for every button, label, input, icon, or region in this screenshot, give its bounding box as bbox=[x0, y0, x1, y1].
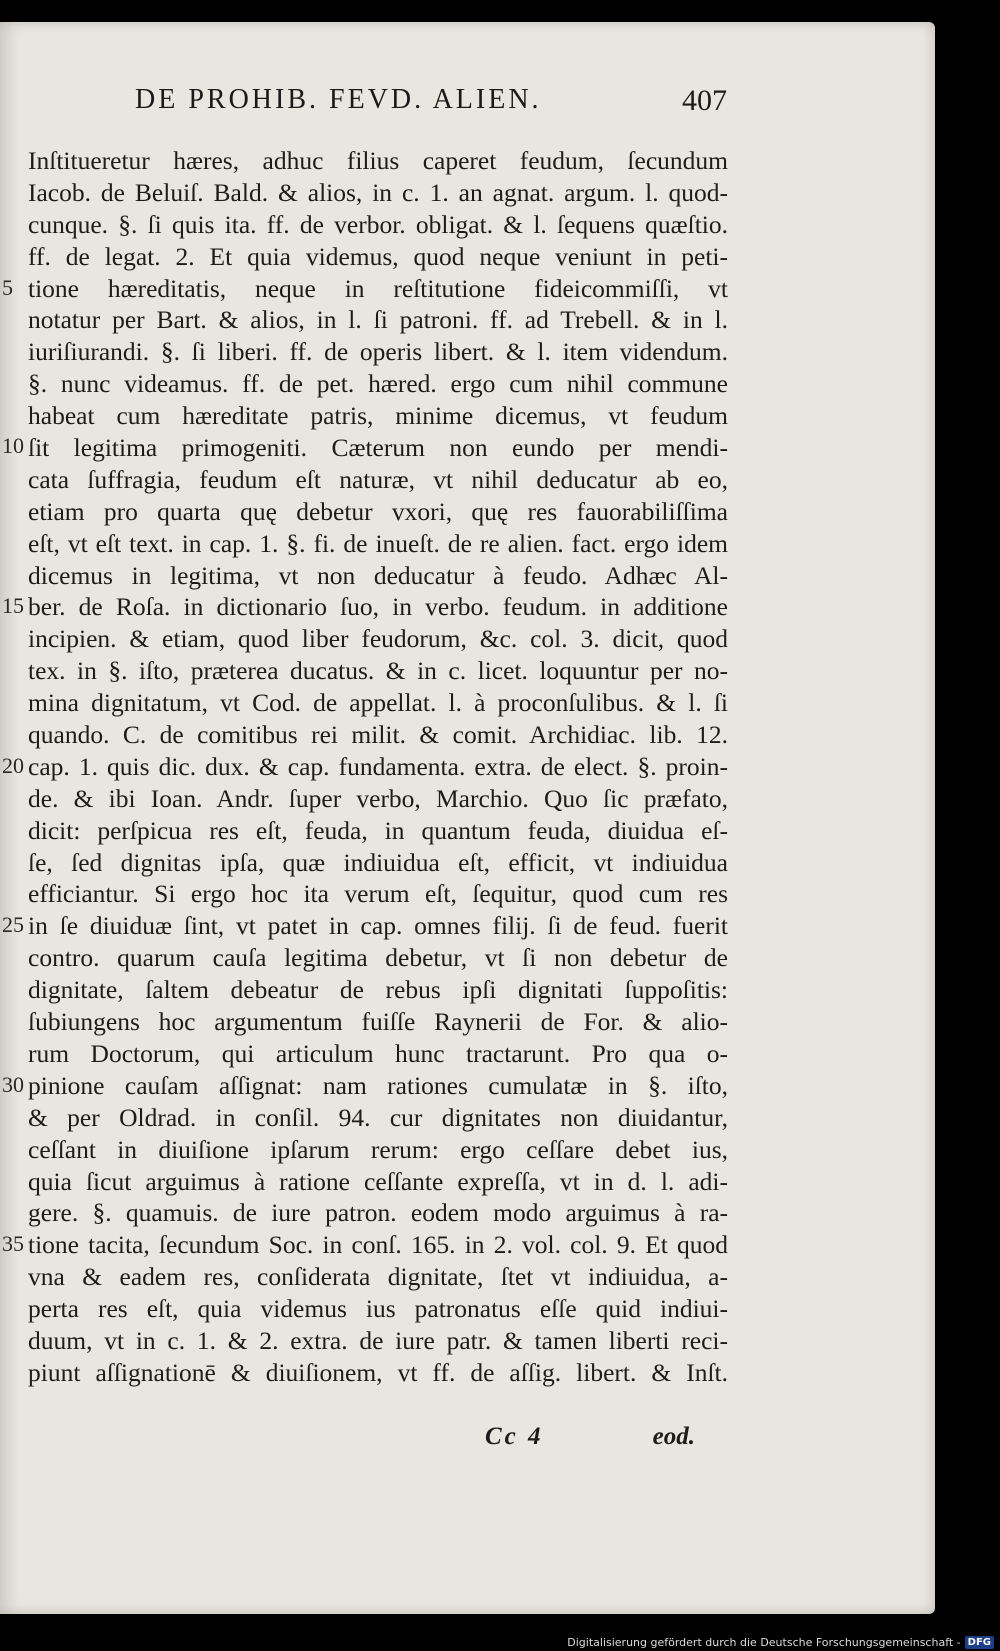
text-line: duum, vt in c. 1. & 2. extra. de iure patr. & tamen liberti reci- bbox=[28, 1325, 728, 1355]
line-number-35: 35 bbox=[2, 1231, 24, 1256]
text-line: efficiantur. Si ergo hoc ita verum eſt, ſequitur, quod cum res bbox=[28, 879, 728, 909]
text-line: cata ſuffragia, feudum eſt naturæ, vt nihil deducatur ab eo, bbox=[28, 464, 728, 494]
text-line: notatur per Bart. & alios, in l. ſi patroni. ff. ad Trebell. & in l. bbox=[28, 305, 728, 335]
text-line: etiam pro quarta quę debetur vxori, quę res fauorabiliſſima bbox=[28, 496, 728, 526]
text-line: gere. §. quamuis. de iure patron. eodem modo arguimus à ra- bbox=[28, 1198, 728, 1228]
text-line: dicemus in legitima, vt non deducatur à feudo. Adhæc Al- bbox=[28, 560, 728, 590]
text-line: ceſſant in diuiſione ipſarum rerum: ergo ceſſare debet ius, bbox=[28, 1134, 728, 1164]
dfg-logo: DFG bbox=[965, 1636, 994, 1649]
book-page bbox=[0, 22, 935, 1614]
text-line: contro. quarum cauſa legitima debetur, vt ſi non debetur de bbox=[28, 943, 728, 973]
text-line: mina dignitatum, vt Cod. de appellat. l. à proconſulibus. & l. ſi bbox=[28, 688, 728, 718]
text-line: ſubiungens hoc argumentum fuiſſe Raynerii de For. & alio- bbox=[28, 1007, 728, 1037]
line-number-30: 30 bbox=[2, 1072, 24, 1097]
text-line: incipien. & etiam, quod liber feudorum, &c. col. 3. dicit, quod bbox=[28, 624, 728, 654]
text-line: Inſtitueretur hæres, adhuc filius caperet feudum, ſecundum bbox=[28, 146, 728, 175]
text-line: ff. de legat. 2. Et quia videmus, quod neque veniunt in peti- bbox=[28, 241, 728, 271]
text-line: & per Oldrad. in conſil. 94. cur dignitates non diuidantur, bbox=[28, 1102, 728, 1132]
catchword: eod. bbox=[652, 1423, 695, 1450]
text-line: vna & eadem res, conſiderata dignitate, ſtet vt indiuidua, a- bbox=[28, 1262, 728, 1292]
page-number: 407 bbox=[682, 84, 727, 117]
line-number-25: 25 bbox=[2, 912, 24, 937]
text-line: de. & ibi Ioan. Andr. ſuper verbo, Marchio. Quo ſic præfato, bbox=[28, 783, 728, 813]
text-line: pinione cauſam aſſignat: nam rationes cumulatæ in §. iſto, bbox=[28, 1070, 728, 1100]
text-line: tex. in §. iſto, præterea ducatus. & in c. licet. loquuntur per no- bbox=[28, 656, 728, 686]
text-line: §. nunc videamus. ff. de pet. hæred. ergo cum nihil commune bbox=[28, 369, 728, 399]
text-line: ber. de Roſa. in dictionario ſuo, in verbo. feudum. in additione bbox=[28, 592, 728, 622]
text-line: dignitate, ſaltem debeatur de rebus ipſi dignitati ſuppoſitis: bbox=[28, 975, 728, 1005]
text-line: perta res eſt, quia videmus ius patronatus eſſe quid indiui- bbox=[28, 1294, 728, 1324]
text-line: iuriſiurandi. §. ſi liberi. ff. de operis libert. & l. item videndum. bbox=[28, 337, 728, 367]
text-line: quia ſicut arguimus à ratione ceſſante expreſſa, vt in d. l. adi- bbox=[28, 1166, 728, 1196]
text-line: habeat cum hæreditate patris, minime dicemus, vt feudum bbox=[28, 401, 728, 431]
credit-text: Digitalisierung gefördert durch die Deutsche Forschungsgemeinschaft - bbox=[567, 1636, 961, 1649]
text-line: piunt aſſignationē & diuiſionem, vt ff. de aſſig. libert. & Inſt. bbox=[28, 1357, 728, 1387]
text-line: ſit legitima primogeniti. Cæterum non eundo per mendi- bbox=[28, 433, 728, 463]
line-number-10: 10 bbox=[2, 433, 24, 458]
text-line: cap. 1. quis dic. dux. & cap. fundamenta. extra. de elect. §. proin- bbox=[28, 751, 728, 781]
running-head-title: DE PROHIB. FEVD. ALIEN. bbox=[135, 84, 542, 115]
text-line: rum Doctorum, qui articulum hunc tractarunt. Pro qua o- bbox=[28, 1038, 728, 1068]
text-line: eſt, vt eſt text. in cap. 1. §. fi. de inueſt. de re alien. fact. ergo idem bbox=[28, 528, 728, 558]
body-text bbox=[28, 145, 728, 1389]
line-number-5: 5 bbox=[2, 275, 13, 300]
text-line: tione tacita, ſecundum Soc. in conſ. 165. in 2. vol. col. 9. Et quod bbox=[28, 1230, 728, 1260]
text-line: cunque. §. ſi quis ita. ff. de verbor. obligat. & l. ſequens quæſtio. bbox=[28, 209, 728, 239]
text-line: dicit: perſpicua res eſt, feuda, in quantum feuda, diuidua eſ- bbox=[28, 815, 728, 845]
text-line: in ſe diuiduæ ſint, vt patet in cap. omnes filij. ſi de feud. fuerit bbox=[28, 911, 728, 941]
digitization-credit bbox=[567, 1636, 994, 1649]
text-line: ſe, ſed dignitas ipſa, quæ indiuidua eſt, efficit, vt indiuidua bbox=[28, 847, 728, 877]
signature-mark: Cc 4 bbox=[485, 1423, 544, 1450]
running-head bbox=[135, 84, 735, 124]
line-number-20: 20 bbox=[2, 753, 24, 778]
text-line: tione hæreditatis, neque in reſtitutione fideicommiſſi, vt bbox=[28, 273, 728, 303]
line-number-15: 15 bbox=[2, 593, 24, 618]
text-line: quando. C. de comitibus rei milit. & comit. Archidiac. lib. 12. bbox=[28, 720, 728, 750]
text-line: Iacob. de Beluiſ. Bald. & alios, in c. 1. an agnat. argum. l. quod- bbox=[28, 177, 728, 207]
